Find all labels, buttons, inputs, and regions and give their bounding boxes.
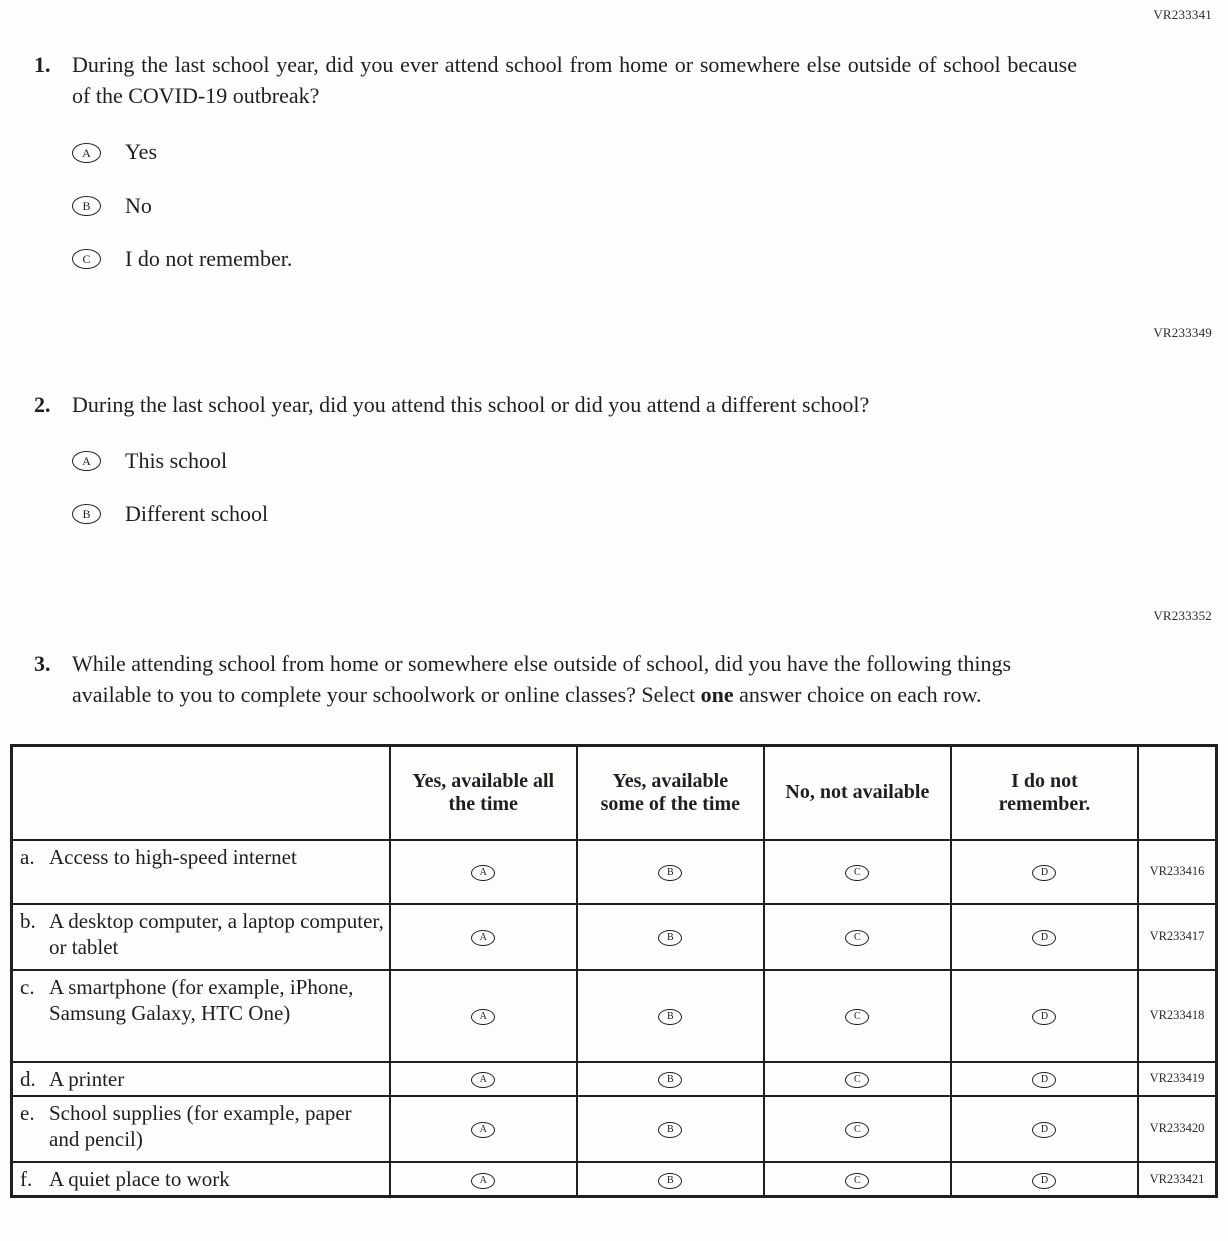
row-d-choice-bubble-d[interactable]: D	[1032, 1072, 1056, 1088]
availability-table	[10, 744, 1218, 1198]
row-e-letter: e.	[20, 1100, 35, 1125]
row-d-choice-bubble-a[interactable]: A	[471, 1072, 495, 1088]
row-f-text: A quiet place to work	[49, 1166, 230, 1191]
question-3-text-part2: answer choice on each row.	[733, 681, 982, 707]
question-1-code: VR233341	[1153, 7, 1212, 22]
q1-choice-bubble-c[interactable]: C	[72, 249, 101, 269]
q2-option-a-label: This school	[125, 447, 228, 473]
table-row-f	[12, 1162, 1217, 1197]
row-f-choice-bubble-d[interactable]: D	[1032, 1173, 1056, 1189]
column-header-do-not-remember: I do not remember.	[951, 746, 1138, 840]
row-e-choice-bubble-c[interactable]: C	[845, 1122, 869, 1138]
q1-option-b[interactable]	[72, 193, 1188, 219]
row-f-choice-cell-b	[577, 1162, 764, 1197]
row-c-choice-bubble-a[interactable]: A	[471, 1009, 495, 1025]
row-e-choice-bubble-d[interactable]: D	[1032, 1122, 1056, 1138]
row-c-item-cell	[12, 970, 390, 1062]
row-f-choice-bubble-c[interactable]: C	[845, 1173, 869, 1189]
row-a-choice-bubble-b[interactable]: B	[658, 865, 682, 881]
row-d-text: A printer	[49, 1066, 125, 1091]
row-f-choice-cell-a	[390, 1162, 577, 1197]
row-a-choice-cell-c	[764, 840, 951, 904]
row-e-choice-bubble-a[interactable]: A	[471, 1122, 495, 1138]
row-f-choice-bubble-b[interactable]: B	[658, 1173, 682, 1189]
row-d-choice-cell-d	[951, 1062, 1138, 1096]
row-b-choice-cell-a	[390, 904, 577, 970]
row-d-choice-bubble-b[interactable]: B	[658, 1072, 682, 1088]
row-e-code: VR233420	[1138, 1096, 1217, 1162]
question-3-text	[72, 648, 1077, 710]
row-e-choice-cell-c	[764, 1096, 951, 1162]
q2-choice-bubble-b[interactable]: B	[72, 504, 101, 524]
row-f-letter: f.	[20, 1166, 33, 1191]
row-d-choice-cell-a	[390, 1062, 577, 1096]
q1-choice-bubble-a[interactable]: A	[72, 143, 101, 163]
row-b-text: A desktop computer, a laptop computer, or tablet	[49, 908, 384, 959]
question-3-text-part1: While attending school from home or somewhere else outside of school, did you have the following things available to you to complete your schoolwork or online classes? Select	[72, 650, 1012, 707]
row-c-choice-cell-b	[577, 970, 764, 1062]
q1-option-a[interactable]	[72, 139, 1188, 165]
q1-option-b-label: No	[125, 192, 152, 218]
row-d-choice-cell-b	[577, 1062, 764, 1096]
row-f-item-cell	[12, 1162, 390, 1197]
row-b-code: VR233417	[1138, 904, 1217, 970]
column-header-not-available: No, not available	[764, 746, 951, 840]
row-f-choice-cell-d	[951, 1162, 1138, 1197]
row-a-choice-bubble-c[interactable]: C	[845, 865, 869, 881]
row-b-choice-cell-c	[764, 904, 951, 970]
question-2-number: 2.	[34, 391, 51, 417]
row-d-letter: d.	[20, 1066, 36, 1091]
row-f-choice-cell-c	[764, 1162, 951, 1197]
q1-choice-bubble-b[interactable]: B	[72, 196, 101, 216]
question-3	[34, 648, 1188, 710]
question-1-number: 1.	[34, 52, 51, 77]
question-1	[34, 49, 1188, 273]
q2-option-b[interactable]	[72, 501, 1188, 527]
row-b-choice-cell-d	[951, 904, 1138, 970]
table-row-c	[12, 970, 1217, 1062]
column-header-yes-all-time: Yes, available all the time	[390, 746, 577, 840]
row-c-text: A smartphone (for example, iPhone, Samsung Galaxy, HTC One)	[49, 974, 354, 1025]
row-c-choice-bubble-c[interactable]: C	[845, 1009, 869, 1025]
row-e-choice-cell-d	[951, 1096, 1138, 1162]
row-a-choice-bubble-a[interactable]: A	[471, 865, 495, 881]
question-2-code: VR233349	[1153, 324, 1212, 340]
table-row-d	[12, 1062, 1217, 1096]
table-row-a	[12, 840, 1217, 904]
row-d-item-cell	[12, 1062, 390, 1096]
q1-option-c-label: I do not remember.	[125, 246, 293, 272]
row-c-choice-cell-d	[951, 970, 1138, 1062]
q2-option-b-label: Different school	[125, 501, 269, 527]
table-header-row	[12, 746, 1217, 840]
row-a-choice-cell-b	[577, 840, 764, 904]
header-empty-code	[1138, 746, 1217, 840]
row-b-choice-cell-b	[577, 904, 764, 970]
q2-choice-bubble-a[interactable]: A	[72, 451, 101, 471]
row-d-choice-bubble-c[interactable]: C	[845, 1072, 869, 1088]
question-2-text: During the last school year, did you attend this school or did you attend a different school?	[72, 391, 870, 417]
header-empty-item	[12, 746, 390, 840]
row-e-choice-cell-b	[577, 1096, 764, 1162]
row-c-choice-cell-a	[390, 970, 577, 1062]
question-3-code: VR233352	[1153, 607, 1212, 623]
q1-option-a-label: Yes	[125, 139, 158, 165]
question-2-options	[72, 448, 1188, 528]
row-a-choice-bubble-d[interactable]: D	[1032, 865, 1056, 881]
row-b-choice-bubble-b[interactable]: B	[658, 930, 682, 946]
question-1-options	[72, 139, 1188, 272]
question-3-number: 3.	[34, 650, 51, 676]
row-f-code: VR233421	[1138, 1162, 1217, 1197]
row-f-choice-bubble-a[interactable]: A	[471, 1173, 495, 1189]
question-2	[34, 389, 1188, 528]
row-b-choice-bubble-c[interactable]: C	[845, 930, 869, 946]
row-b-letter: b.	[20, 908, 36, 933]
row-a-item-cell	[12, 840, 390, 904]
row-e-choice-bubble-b[interactable]: B	[658, 1122, 682, 1138]
row-c-choice-cell-c	[764, 970, 951, 1062]
row-e-item-cell	[12, 1096, 390, 1162]
row-a-choice-cell-d	[951, 840, 1138, 904]
row-b-choice-bubble-a[interactable]: A	[471, 930, 495, 946]
row-e-choice-cell-a	[390, 1096, 577, 1162]
row-d-choice-cell-c	[764, 1062, 951, 1096]
question-3-bold-word: one	[700, 681, 734, 707]
row-a-choice-cell-a	[390, 840, 577, 904]
table-row-e	[12, 1096, 1217, 1162]
row-c-code: VR233418	[1138, 970, 1217, 1062]
row-b-choice-bubble-d[interactable]: D	[1032, 930, 1056, 946]
q1-option-c[interactable]	[72, 246, 1188, 272]
row-e-text: School supplies (for example, paper and pencil)	[49, 1100, 352, 1152]
row-a-letter: a.	[20, 844, 35, 869]
row-c-letter: c.	[20, 974, 35, 999]
question-1-text: During the last school year, did you ever attend school from home or somewhere else outside of school because of the COVID-19 outbreak?	[72, 52, 1077, 109]
row-a-text: Access to high-speed internet	[49, 844, 297, 869]
q2-option-a[interactable]	[72, 448, 1188, 474]
row-c-choice-bubble-b[interactable]: B	[658, 1009, 682, 1025]
row-b-item-cell	[12, 904, 390, 970]
row-d-code: VR233419	[1138, 1062, 1217, 1096]
table-row-b	[12, 904, 1217, 970]
column-header-yes-some-time: Yes, available some of the time	[577, 746, 764, 840]
row-c-choice-bubble-d[interactable]: D	[1032, 1009, 1056, 1025]
row-a-code: VR233416	[1138, 840, 1217, 904]
